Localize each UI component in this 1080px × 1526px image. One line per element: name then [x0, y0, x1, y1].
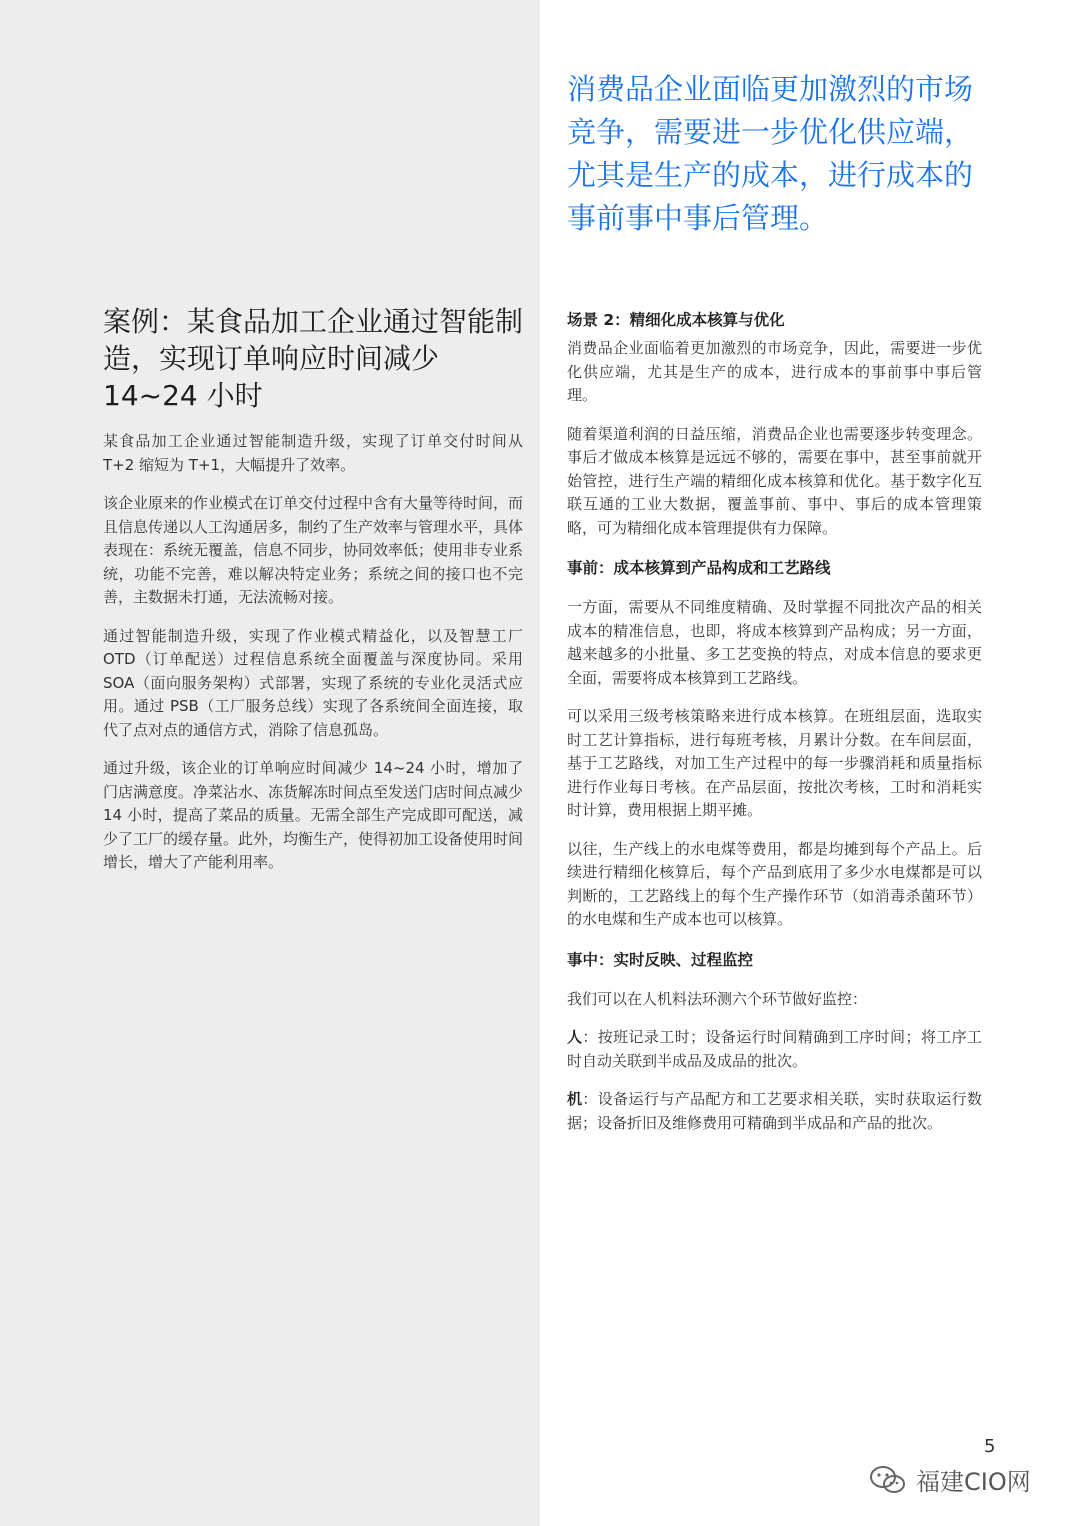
scene-paragraph: 消费品企业面临着更加激烈的市场竞争，因此，需要进一步优化供应端，尤其是生产的成本，进行成本的事前事中事后管理。: [567, 339, 982, 404]
monitor-item-person: [567, 1026, 982, 1073]
before-paragraph: 可以采用三级考核策略来进行成本核算。在班组层面，选取实时工艺计算指标，进行每班考核，月累计分数。在车间层面，基于工艺路线，对加工生产过程中的每一步骤消耗和质量指标进行作业每日考核。在产品层面，按批次考核，工时和消耗实时计算，费用根据上期平摊。: [567, 707, 982, 819]
case-title: 案例：某食品加工企业通过智能制造，实现订单响应时间减少 14~24 小时: [103, 305, 524, 412]
scene-paragraph: 随着渠道利润的日益压缩，消费品企业也需要逐步转变理念。事后才做成本核算是远远不够的，需要在事中，甚至事前就开始管控，进行生产端的精细化成本核算和优化。基于数字化互联互通的工业大数据，覆盖事前、事中、事后的成本管理策略，可为精细化成本管理提供有力保障。: [567, 424, 982, 537]
item-label: 机: [567, 1090, 583, 1108]
case-paragraph: 通过智能制造升级，实现了作业模式精益化，以及智慧工厂 OTD（订单配送）过程信息系统全面覆盖与深度协同。采用 SOA（面向服务架构）式部署，实现了系统的专业化灵活式应用。通过 PSB（工厂服务总线）实现了各系统间全面连接，取代了点对点的通信方式，消除了信息孤岛。: [103, 626, 523, 739]
watermark-text: 福建CIO网: [916, 1468, 1031, 1496]
case-paragraph: 某食品加工企业通过智能制造升级，实现了订单交付时间从 T+2 缩短为 T+1，大幅提升了效率。: [103, 432, 523, 474]
item-label: 人: [567, 1028, 583, 1046]
before-paragraph: 一方面，需要从不同维度精确、及时掌握不同批次产品的相关成本的精准信息，也即，将成本核算到产品构成；另一方面，越来越多的小批量、多工艺变换的特点，对成本信息的要求更全面，需要将成本核算到工艺路线。: [567, 598, 982, 687]
monitor-item-machine: [567, 1088, 982, 1135]
page-number: 5: [984, 1436, 996, 1457]
wechat-icon: [868, 1464, 908, 1496]
item-text: 按班记录工时；设备运行时间精确到工序时间；将工序工时自动关联到半成品及成品的批次。: [567, 1028, 982, 1070]
watermark: [868, 1462, 1031, 1497]
before-section-title: 事前：成本核算到产品构成和工艺路线: [567, 559, 831, 577]
scene-title: 场景 2：精细化成本核算与优化: [567, 311, 785, 329]
before-paragraph: 以往，生产线上的水电煤等费用，都是均摊到每个产品上。后续进行精细化核算后，每个产品到底用了多少水电煤都是可以判断的，工艺路线上的每个生产操作环节（如消毒杀菌环节）的水电煤和生产成本也可以核算。: [567, 839, 982, 928]
pull-quote: 消费品企业面临更加激烈的市场竞争，需要进一步优化供应端，尤其是生产的成本，进行成本的事前事中事后管理。: [567, 72, 974, 235]
scene-body: [567, 307, 982, 1150]
item-separator: ：: [582, 1028, 598, 1046]
during-intro: 我们可以在人机料法环测六个环节做好监控：: [567, 989, 868, 1008]
during-section-title: 事中：实时反映、过程监控: [567, 950, 754, 969]
case-paragraph: 该企业原来的作业模式在订单交付过程中含有大量等待时间，而且信息传递以人工沟通居多，制约了生产效率与管理水平，具体表现在：系统无覆盖，信息不同步，协同效率低；使用非专业系统，功能不完善，难以解决特定业务；系统之间的接口也不完善，主数据未打通，无法流畅对接。: [103, 494, 524, 606]
item-separator: ：: [582, 1090, 598, 1108]
item-text: 设备运行与产品配方和工艺要求相关联，实时获取运行数据；设备折旧及维修费用可精确到半成品和产品的批次。: [567, 1090, 982, 1132]
case-paragraph: 通过升级，该企业的订单响应时间减少 14~24 小时，增加了门店满意度。净菜沾水、冻货解冻时间点至发送门店时间点减少 14 小时，提高了菜品的质量。无需全部生产完成即可配送，减少了工厂的缓存量。此外，均衡生产，使得初加工设备使用时间增长，增大了产能利用率。: [103, 759, 524, 871]
case-body: [103, 430, 523, 890]
